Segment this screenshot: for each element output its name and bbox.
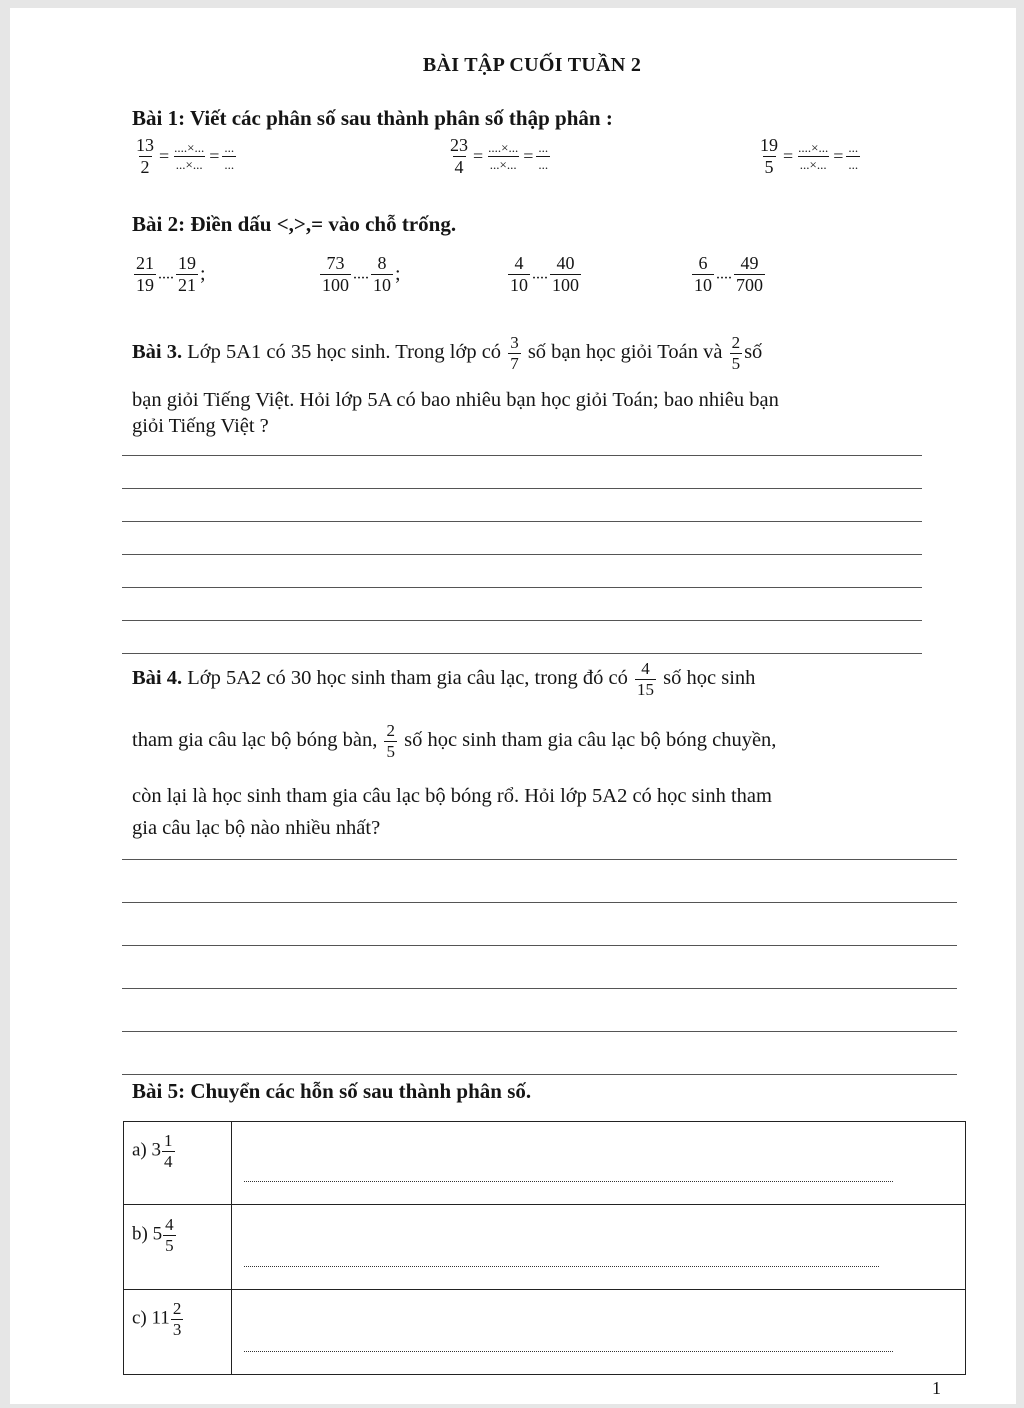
bai4-answer-line xyxy=(122,859,957,860)
bai4-line-2: tham gia câu lạc bộ bóng bàn, $\frac{2}{5}$ số học sinh tham gia câu lạc bộ bóng chuyền, xyxy=(132,721,777,761)
bai1-heading: Bài 1: Viết các phân số sau thành phân số thập phân : xyxy=(132,106,613,130)
bai4-answer-line xyxy=(122,1074,957,1075)
bai2-pair-1: $\frac{21}{19}$ .... $\frac{19}{21}$ ; xyxy=(136,253,206,295)
bai2-pair-2: $\frac{73}{100}$ .... $\frac{8}{10}$ ; xyxy=(322,253,401,295)
bai4-answer-line xyxy=(122,1031,957,1032)
bai5-table xyxy=(123,1121,966,1375)
bai2-heading: Bài 2: Điền dấu <,>,= vào chỗ trống. xyxy=(132,212,457,236)
bai3-answer-line xyxy=(122,620,922,621)
table-row-divider xyxy=(124,1204,965,1205)
bai3-answer-line xyxy=(122,653,922,654)
bai3-answer-line xyxy=(122,455,922,456)
bai5-row-b-label: b) 5 $\frac{4}{5}$ xyxy=(132,1215,174,1255)
bai5-row-a-label: a) 3 $\frac{1}{4}$ xyxy=(132,1131,173,1171)
bai3-line-2: bạn giỏi Tiếng Việt. Hỏi lớp 5A có bao nhiêu bạn học giỏi Toán; bao nhiêu bạn xyxy=(132,389,779,411)
bai4-line-3: còn lại là học sinh tham gia câu lạc bộ bóng rổ. Hỏi lớp 5A2 có học sinh tham xyxy=(132,785,772,807)
bai4-answer-line xyxy=(122,945,957,946)
bai5-row-c-answer[interactable] xyxy=(244,1351,893,1352)
bai1-item-3: $\frac{19}{5}$ = $\frac{....\times...}{...\times...}$ = $\frac{...}{...}$ xyxy=(760,135,859,177)
page-number: 1 xyxy=(932,1378,941,1398)
bai4-line-1: Bài 4. Lớp 5A2 có 30 học sinh tham gia câu lạc, trong đó có $\frac{4}{15}$ số học sinh xyxy=(132,659,756,699)
bai5-row-c-label: c) 11 $\frac{2}{3}$ xyxy=(132,1299,182,1339)
worksheet-page xyxy=(10,8,1016,1404)
bai5-row-b-answer[interactable] xyxy=(244,1266,879,1267)
bai1-item-1: $\frac{13}{2}$ = $\frac{....\times...}{...\times...}$ = $\frac{...}{...}$ xyxy=(136,135,235,177)
bai3-answer-line xyxy=(122,587,922,588)
bai3-answer-line xyxy=(122,554,922,555)
table-column-divider xyxy=(231,1122,232,1374)
bai3-line-3: giỏi Tiếng Việt ? xyxy=(132,415,269,437)
bai2-pair-3: $\frac{4}{10}$ .... $\frac{40}{100}$ xyxy=(510,253,579,295)
bai3-answer-line xyxy=(122,488,922,489)
bai1-item-2: $\frac{23}{4}$ = $\frac{....\times...}{...\times...}$ = $\frac{...}{...}$ xyxy=(450,135,549,177)
table-row-divider xyxy=(124,1289,965,1290)
bai4-line-4: gia câu lạc bộ nào nhiều nhất? xyxy=(132,817,381,839)
bai2-pair-4: $\frac{6}{10}$ .... $\frac{49}{700}$ xyxy=(694,253,763,295)
bai4-answer-line xyxy=(122,988,957,989)
bai3-answer-line xyxy=(122,521,922,522)
bai5-heading: Bài 5: Chuyển các hỗn số sau thành phân số. xyxy=(132,1079,532,1103)
bai5-row-a-answer[interactable] xyxy=(244,1181,893,1182)
bai3-line-1: Bài 3. Lớp 5A1 có 35 học sinh. Trong lớp có $\frac{3}{7}$ số bạn học giỏi Toán và $\frac{2}{5}$ số xyxy=(132,333,763,373)
bai4-answer-line xyxy=(122,902,957,903)
page-title: BÀI TẬP CUỐI TUẦN 2 xyxy=(422,54,642,76)
